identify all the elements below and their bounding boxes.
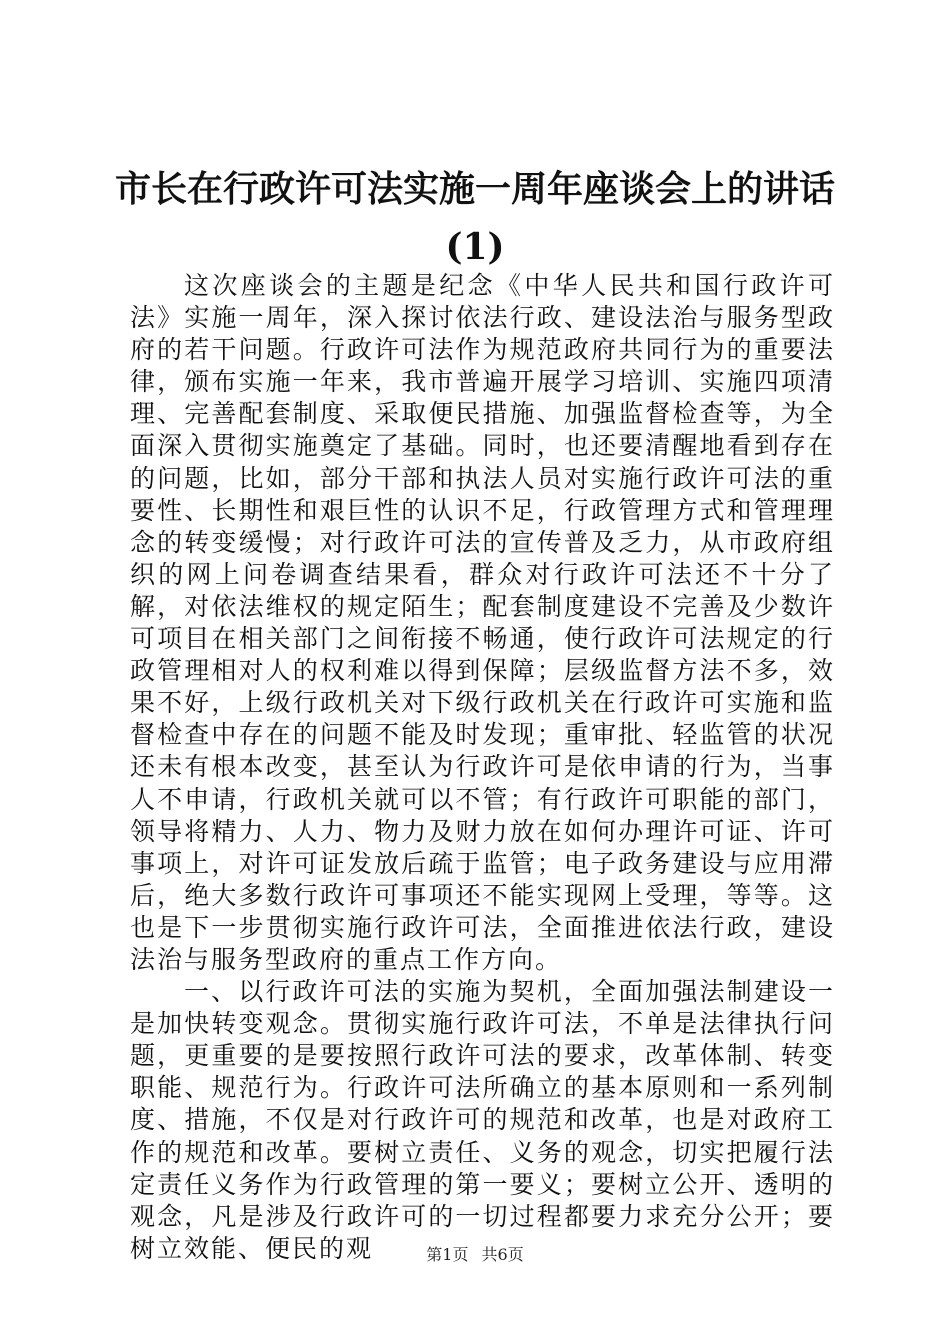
document-body bbox=[130, 270, 835, 1265]
title-line-1: 市长在行政许可法实施一周年座谈会上的讲话 bbox=[114, 168, 835, 210]
page-title bbox=[60, 160, 890, 276]
page-total: 共6页 bbox=[481, 1245, 524, 1264]
paragraph-2: 一、以行政许可法的实施为契机，全面加强法制建设一是加快转变观念。贯彻实施行政许可法，不单是法律执行问题，更重要的是要按照行政许可法的要求，改革体制、转变职能、规范行为。行政许可法所确立的基本原则和一系列制度、措施，不仅是对行政许可的规范和改革，也是对政府工作的规范和改革。要树立责任、义务的观念，切实把履行法定责任义务作为行政管理的第一要义；要树立公开、透明的观念，凡是涉及行政许可的一切过程都要力求充分公开；要树立效能、便民的观 bbox=[130, 977, 835, 1263]
page-footer bbox=[0, 1242, 950, 1265]
title-line-2: (1) bbox=[445, 226, 505, 268]
paragraph-1: 这次座谈会的主题是纪念《中华人民共和国行政许可法》实施一周年，深入探讨依法行政、建设法治与服务型政府的若干问题。行政许可法作为规范政府共同行为的重要法律，颁布实施一年来，我市普遍开展学习培训、实施四项清理、完善配套制度、采取便民措施、加强监督检查等，为全面深入贯彻实施奠定了基础。同时，也还要清醒地看到存在的问题，比如，部分干部和执法人员对实施行政许可法的重要性、长期性和艰巨性的认识不足，行政管理方式和管理理念的转变缓慢；对行政许可法的宣传普及乏力，从市政府组织的网上问卷调查结果看，群众对行政许可法还不十分了解，对依法维权的规定陌生；配套制度建设不完善及少数许可项目在相关部门之间衔接不畅通，使行政许可法规定的行政管理相对人的权利难以得到保障；层级监督方法不多，效果不好，上级行政机关对下级行政机关在行政许可实施和监督检查中存在的问题不能及时发现；重审批、轻监管的状况还未有根本改变，甚至认为行政许可是依申请的行为，当事人不申请，行政机关就可以不管；有行政许可职能的部门，领导将精力、人力、物力及财力放在如何办理许可证、许可事项上，对许可证发放后疏于监管；电子政务建设与应用滞后，绝大多数行政许可事项还不能实现网上受理，等等。这也是下一步贯彻实施行政许可法，全面推进依法行政，建设法治与服务型政府的重点工作方向。 bbox=[130, 271, 835, 974]
page-number: 第1页 bbox=[426, 1245, 469, 1264]
